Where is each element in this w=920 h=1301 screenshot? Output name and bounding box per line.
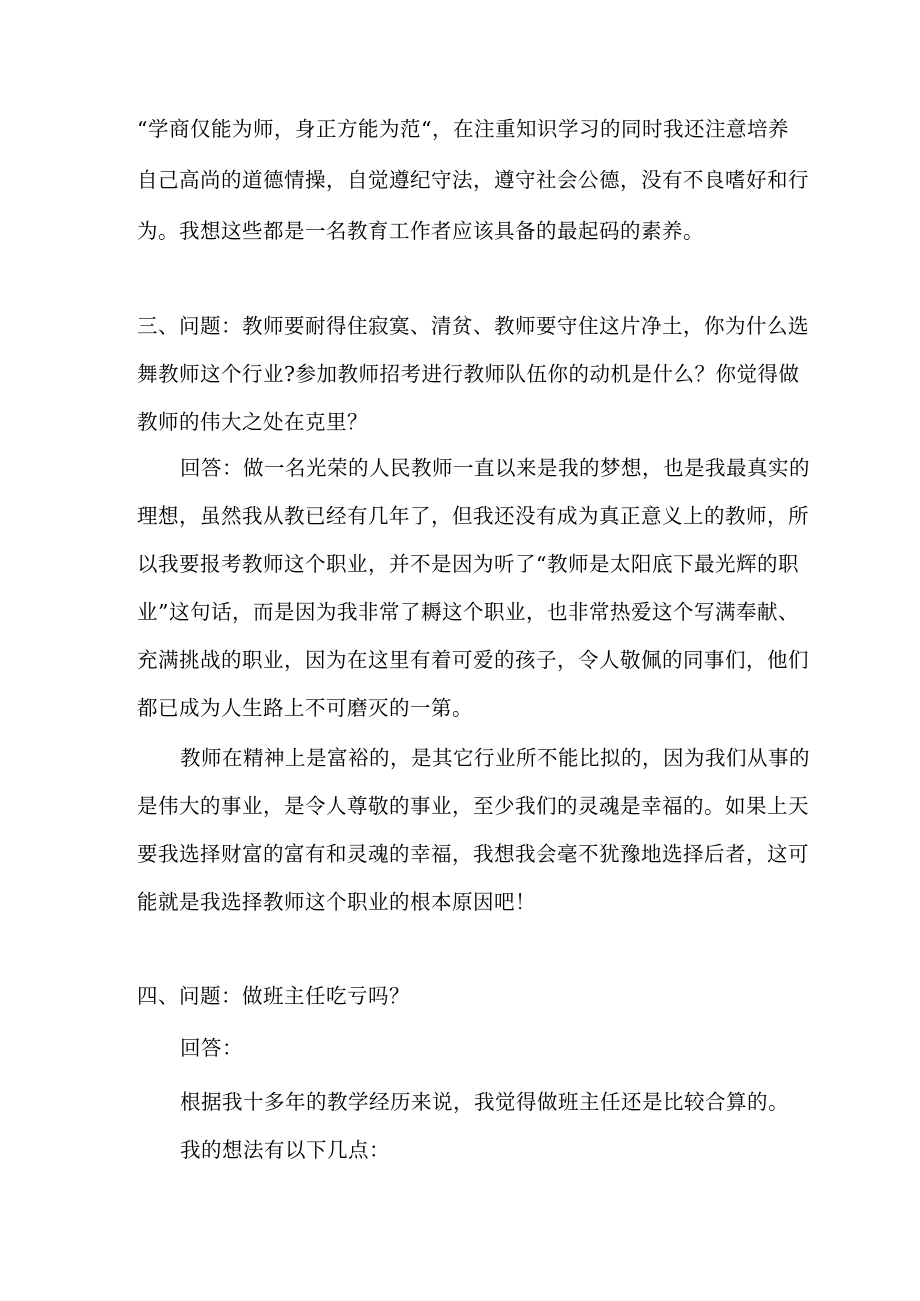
answer-line: 充满挑战的职业，因为在这里有着可爱的孩子，令人敬佩的同事们，他们 (137, 648, 809, 672)
question-line: 舞教师这个行业?参加教师招考进行教师队伍你的动机是什么？你觉得做 (137, 362, 800, 386)
question-line: 教师的伟大之处在克里？ (137, 410, 368, 434)
question-line: 三、问题：教师要耐得住寂寞、清贫、教师要守住这片净土，你为什么选 (137, 314, 809, 338)
answer-line: 以我要报考教师这个职业，并不是因为听了“教师是太阳底下最光辉的职 (137, 552, 799, 576)
answer-line: 我的想法有以下几点： (180, 1138, 390, 1162)
question-line: 四、问题：做班主任吃亏吗？ (137, 984, 410, 1008)
text-line: “学商仅能为师，身正方能为范“，在注重知识学习的同时我还注意培养 (137, 117, 789, 141)
answer-line: 根据我十多年的教学经历来说，我觉得做班主任还是比较合算的。 (180, 1090, 789, 1114)
answer-line: 回答：做一名光荣的人民教师一直以来是我的梦想，也是我最真实的 (180, 456, 810, 480)
answer-line: 都已成为人生路上不可磨灭的一第。 (137, 696, 473, 720)
answer-line: 理想，虽然我从教已经有几年了，但我还没有成为真正意义上的教师，所 (137, 504, 809, 528)
answer-label: 回答： (180, 1036, 243, 1060)
answer-line: 能就是我选择教师这个职业的根本原因吧！ (137, 890, 536, 914)
answer-line: 教师在精神上是富裕的，是其它行业所不能比拟的，因为我们从事的 (180, 746, 810, 770)
answer-line: 是伟大的事业，是令人尊敬的事业，至少我们的灵魂是幸福的。如果上天 (137, 794, 809, 818)
answer-line: 要我选择财富的富有和灵魂的幸福，我想我会毫不犹豫地选择后者，这可 (137, 842, 809, 866)
text-line: 为。我想这些都是一名教育工作者应该具备的最起码的素养。 (137, 219, 704, 243)
answer-line: 业”这句话，而是因为我非常了耨这个职业，也非常热爱这个写满奉献、 (137, 600, 799, 624)
text-line: 自己高尚的道德情操，自觉遵纪守法，遵守社会公德，没有不良嗜好和行 (137, 168, 809, 192)
